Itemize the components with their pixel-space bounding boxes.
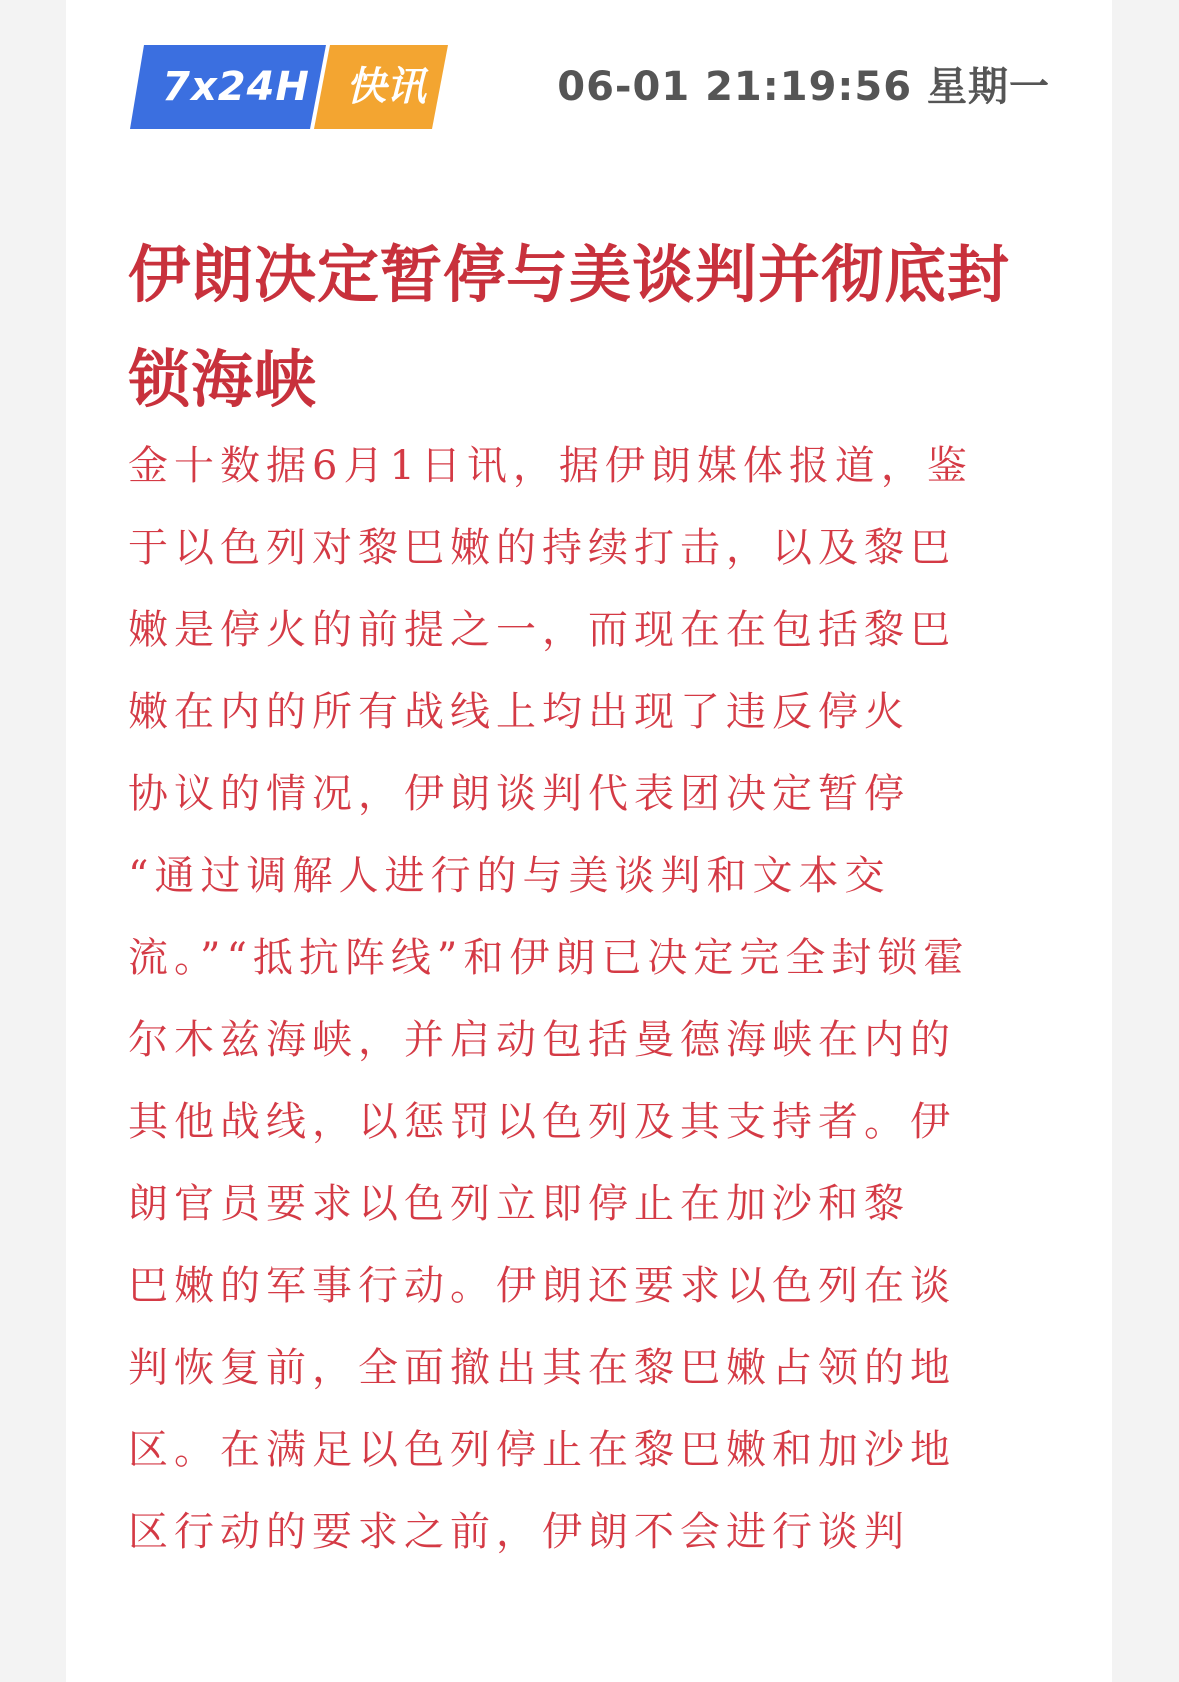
badge-flash-label: 快讯 — [346, 64, 426, 110]
article-body — [128, 425, 1058, 1573]
article-body-line: 巴嫩的军事行动。伊朗还要求以色列在谈 — [128, 1263, 956, 1309]
flash-news-badge — [130, 45, 460, 129]
news-timestamp: 06-01 21:19:56 星期一 — [557, 64, 1050, 110]
article-body-line: 区。在满足以色列停止在黎巴嫩和加沙地 — [128, 1427, 956, 1473]
article-body-line: 朗官员要求以色列立即停止在加沙和黎 — [128, 1181, 910, 1227]
article-body-line: 嫩是停火的前提之一，而现在在包括黎巴 — [128, 607, 956, 653]
article-body-line: 协议的情况，伊朗谈判代表团决定暂停 — [128, 771, 910, 817]
article-body-line: 区行动的要求之前，伊朗不会进行谈判 — [128, 1509, 910, 1555]
flash-news-header — [130, 45, 1050, 129]
article-body-line: 于以色列对黎巴嫩的持续打击，以及黎巴 — [128, 525, 956, 571]
article-body-line: 其他战线，以惩罚以色列及其支持者。伊 — [128, 1099, 956, 1145]
article-body-line: 嫩在内的所有战线上均出现了违反停火 — [128, 689, 910, 735]
badge-7x24h-label: 7x24H — [162, 64, 310, 110]
article-body-line: 金十数据6月1日讯，据伊朗媒体报道，鉴 — [128, 443, 973, 489]
article-body-line: 尔木兹海峡，并启动包括曼德海峡在内的 — [128, 1017, 956, 1063]
news-card — [66, 0, 1112, 1682]
bottom-fade — [66, 1658, 1112, 1682]
article-body-line: “通过调解人进行的与美谈判和文本交 — [128, 853, 891, 899]
article-body-line: 流。”“抵抗阵线”和伊朗已决定完全封锁霍 — [128, 935, 970, 981]
article-body-line: 判恢复前，全面撤出其在黎巴嫩占领的地 — [128, 1345, 956, 1391]
article-title: 伊朗决定暂停与美谈判并彻底封锁海峡 — [128, 238, 1011, 416]
